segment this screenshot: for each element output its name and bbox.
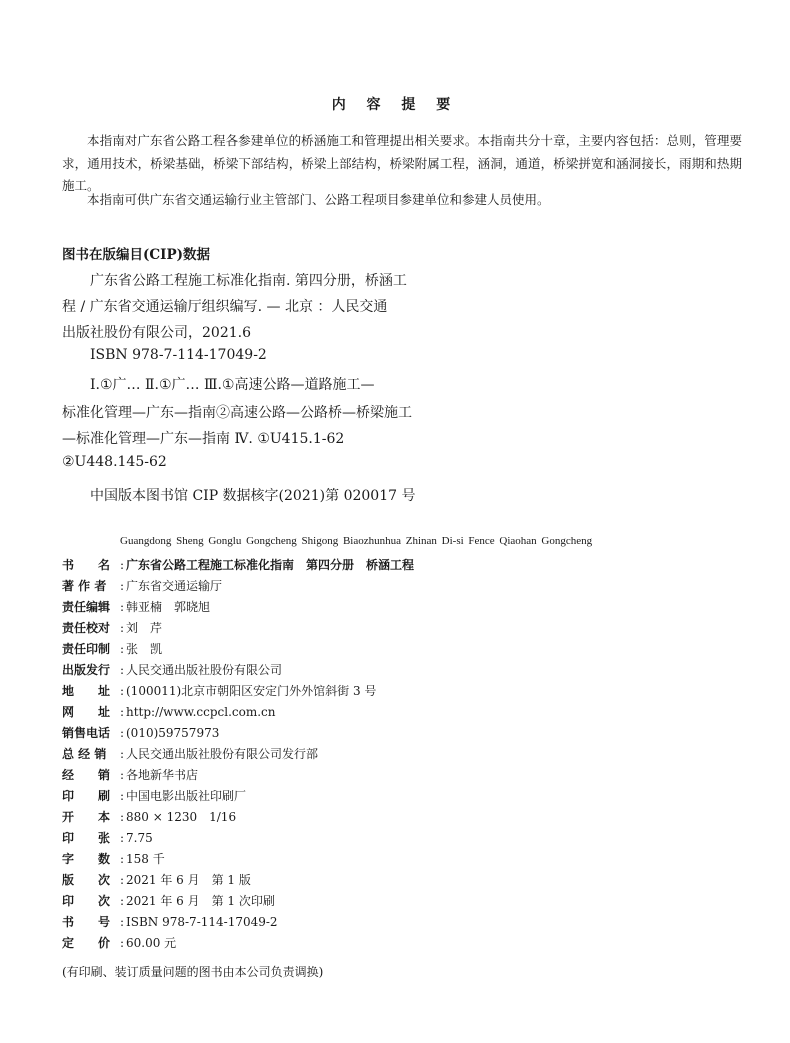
row-label: 销售电话 — [62, 726, 111, 740]
cip-line: ISBN 978-7-114-17049-2 — [90, 347, 267, 363]
copyright-row-edition: 版 次 : 2021 年 6 月 第 1 版 — [62, 870, 251, 890]
copyright-row-distributor: 经 销 : 各地新华书店 — [62, 765, 198, 785]
cip-line: 出版社股份有限公司，2021.6 — [62, 325, 251, 341]
row-label: 地 址 — [62, 684, 111, 698]
row-value: 刘 芹 — [126, 621, 163, 635]
cip-heading: 图书在版编目(CIP)数据 — [62, 247, 210, 263]
summary-paragraph-2: 本指南可供广东省交通运输行业主管部门、公路工程项目参建单位和参建人员使用。 — [87, 192, 550, 207]
pinyin-title: Guangdong Sheng Gonglu Gongcheng Shigong Biaozhunhua Zhinan Di-si Fence Qiaohan Gongcheng — [120, 535, 593, 547]
copyright-row-price: 定 价 : 60.00 元 — [62, 933, 176, 953]
row-label: 开 本 — [62, 810, 111, 824]
row-value: 2021 年 6 月 第 1 次印刷 — [126, 894, 275, 908]
copyright-row-sheets: 印 张 : 7.75 — [62, 828, 153, 848]
copyright-row-title: 书 名 : 广东省公路工程施工标准化指南 第四分册 桥涵工程 — [62, 555, 414, 575]
row-value: ISBN 978-7-114-17049-2 — [126, 915, 278, 929]
row-value: (100011)北京市朝阳区安定门外外馆斜街 3 号 — [126, 684, 377, 698]
row-label: 经 销 — [62, 768, 111, 782]
row-value: 880 × 1230 1/16 — [126, 810, 237, 824]
copyright-row-printer: 印 刷 : 中国电影出版社印刷厂 — [62, 786, 246, 806]
copyright-row-format: 开 本 : 880 × 1230 1/16 — [62, 807, 236, 827]
row-label: 著 作 者 — [62, 579, 107, 593]
row-label: 印 张 — [62, 831, 111, 845]
quality-note: (有印刷、装订质量问题的图书由本公司负责调换) — [62, 965, 324, 979]
row-label: 版 次 — [62, 873, 111, 887]
cip-line: —标准化管理—广东—指南 Ⅳ. ①U415.1-62 — [62, 431, 345, 447]
summary-paragraph-1: 本指南对广东省公路工程各参建单位的桥涵施工和管理提出相关要求。本指南共分十章，主要内容包括：总则，管理要求，通用技术，桥梁基础，桥梁下部结构，桥梁上部结构，桥梁附属工程，涵洞，通道，桥梁拼宽和涵洞接长，雨期和热期施工。 — [62, 133, 742, 193]
copyright-row-publisher: 出版发行 : 人民交通出版社股份有限公司 — [62, 660, 282, 680]
row-label: 定 价 — [62, 936, 111, 950]
row-value: 广东省公路工程施工标准化指南 第四分册 桥涵工程 — [126, 558, 415, 572]
row-value: 158 千 — [126, 852, 165, 866]
row-label: 网 址 — [62, 705, 111, 719]
row-value: 60.00 元 — [126, 936, 177, 950]
row-label: 总 经 销 — [62, 747, 107, 761]
row-label: 书 名 — [62, 558, 111, 572]
copyright-row-printing-supervisor: 责任印制 : 张 凯 — [62, 639, 162, 659]
cip-line: 标准化管理—广东—指南②高速公路—公路桥—桥梁施工 — [62, 405, 412, 421]
row-value: 张 凯 — [126, 642, 163, 656]
row-label: 印 次 — [62, 894, 111, 908]
row-label: 责任编辑 — [62, 600, 111, 614]
row-label: 书 号 — [62, 915, 111, 929]
copyright-row-word-count: 字 数 : 158 千 — [62, 849, 165, 869]
cip-line: 广东省公路工程施工标准化指南. 第四分册，桥涵工 — [90, 273, 407, 289]
row-value: 广东省交通运输厅 — [126, 579, 223, 593]
cip-line: ②U448.145-62 — [62, 454, 167, 470]
copyright-row-author: 著 作 者 : 广东省交通运输厅 — [62, 576, 222, 596]
copyright-row-address: 地 址 : (100011)北京市朝阳区安定门外外馆斜街 3 号 — [62, 681, 376, 701]
copyright-row-sales-phone: 销售电话 : (010)59757973 — [62, 723, 219, 743]
row-value: 2021 年 6 月 第 1 版 — [126, 873, 251, 887]
row-label: 责任校对 — [62, 621, 111, 635]
copyright-row-proofreader: 责任校对 : 刘 芹 — [62, 618, 162, 638]
row-value: (010)59757973 — [126, 726, 220, 740]
row-value: 人民交通出版社股份有限公司发行部 — [126, 747, 319, 761]
row-value: 中国电影出版社印刷厂 — [126, 789, 247, 803]
cip-line: Ⅰ.①广… Ⅱ.①广… Ⅲ.①高速公路—道路施工— — [90, 377, 375, 393]
row-label: 责任印制 — [62, 642, 111, 656]
summary-title: 内 容 提 要 — [331, 97, 459, 113]
copyright-row-isbn: 书 号 : ISBN 978-7-114-17049-2 — [62, 912, 278, 932]
copyright-row-website: 网 址 : http://www.ccpcl.com.cn — [62, 702, 275, 722]
copyright-row-general-distributor: 总 经 销 : 人民交通出版社股份有限公司发行部 — [62, 744, 318, 764]
row-value: http://www.ccpcl.com.cn — [126, 705, 276, 719]
cip-line: 程 / 广东省交通运输厅组织编写. — 北京 ：人民交通 — [62, 299, 388, 315]
copyright-row-editor: 责任编辑 : 韩亚楠 郭晓旭 — [62, 597, 210, 617]
row-label: 出版发行 — [62, 663, 111, 677]
row-label: 印 刷 — [62, 789, 111, 803]
row-label: 字 数 — [62, 852, 111, 866]
cip-check-number: 中国版本图书馆 CIP 数据核字(2021)第 020017 号 — [90, 488, 416, 504]
copyright-row-impression: 印 次 : 2021 年 6 月 第 1 次印刷 — [62, 891, 275, 911]
row-value: 人民交通出版社股份有限公司 — [126, 663, 283, 677]
row-value: 7.75 — [126, 831, 153, 845]
row-value: 各地新华书店 — [126, 768, 199, 782]
row-value: 韩亚楠 郭晓旭 — [126, 600, 211, 614]
